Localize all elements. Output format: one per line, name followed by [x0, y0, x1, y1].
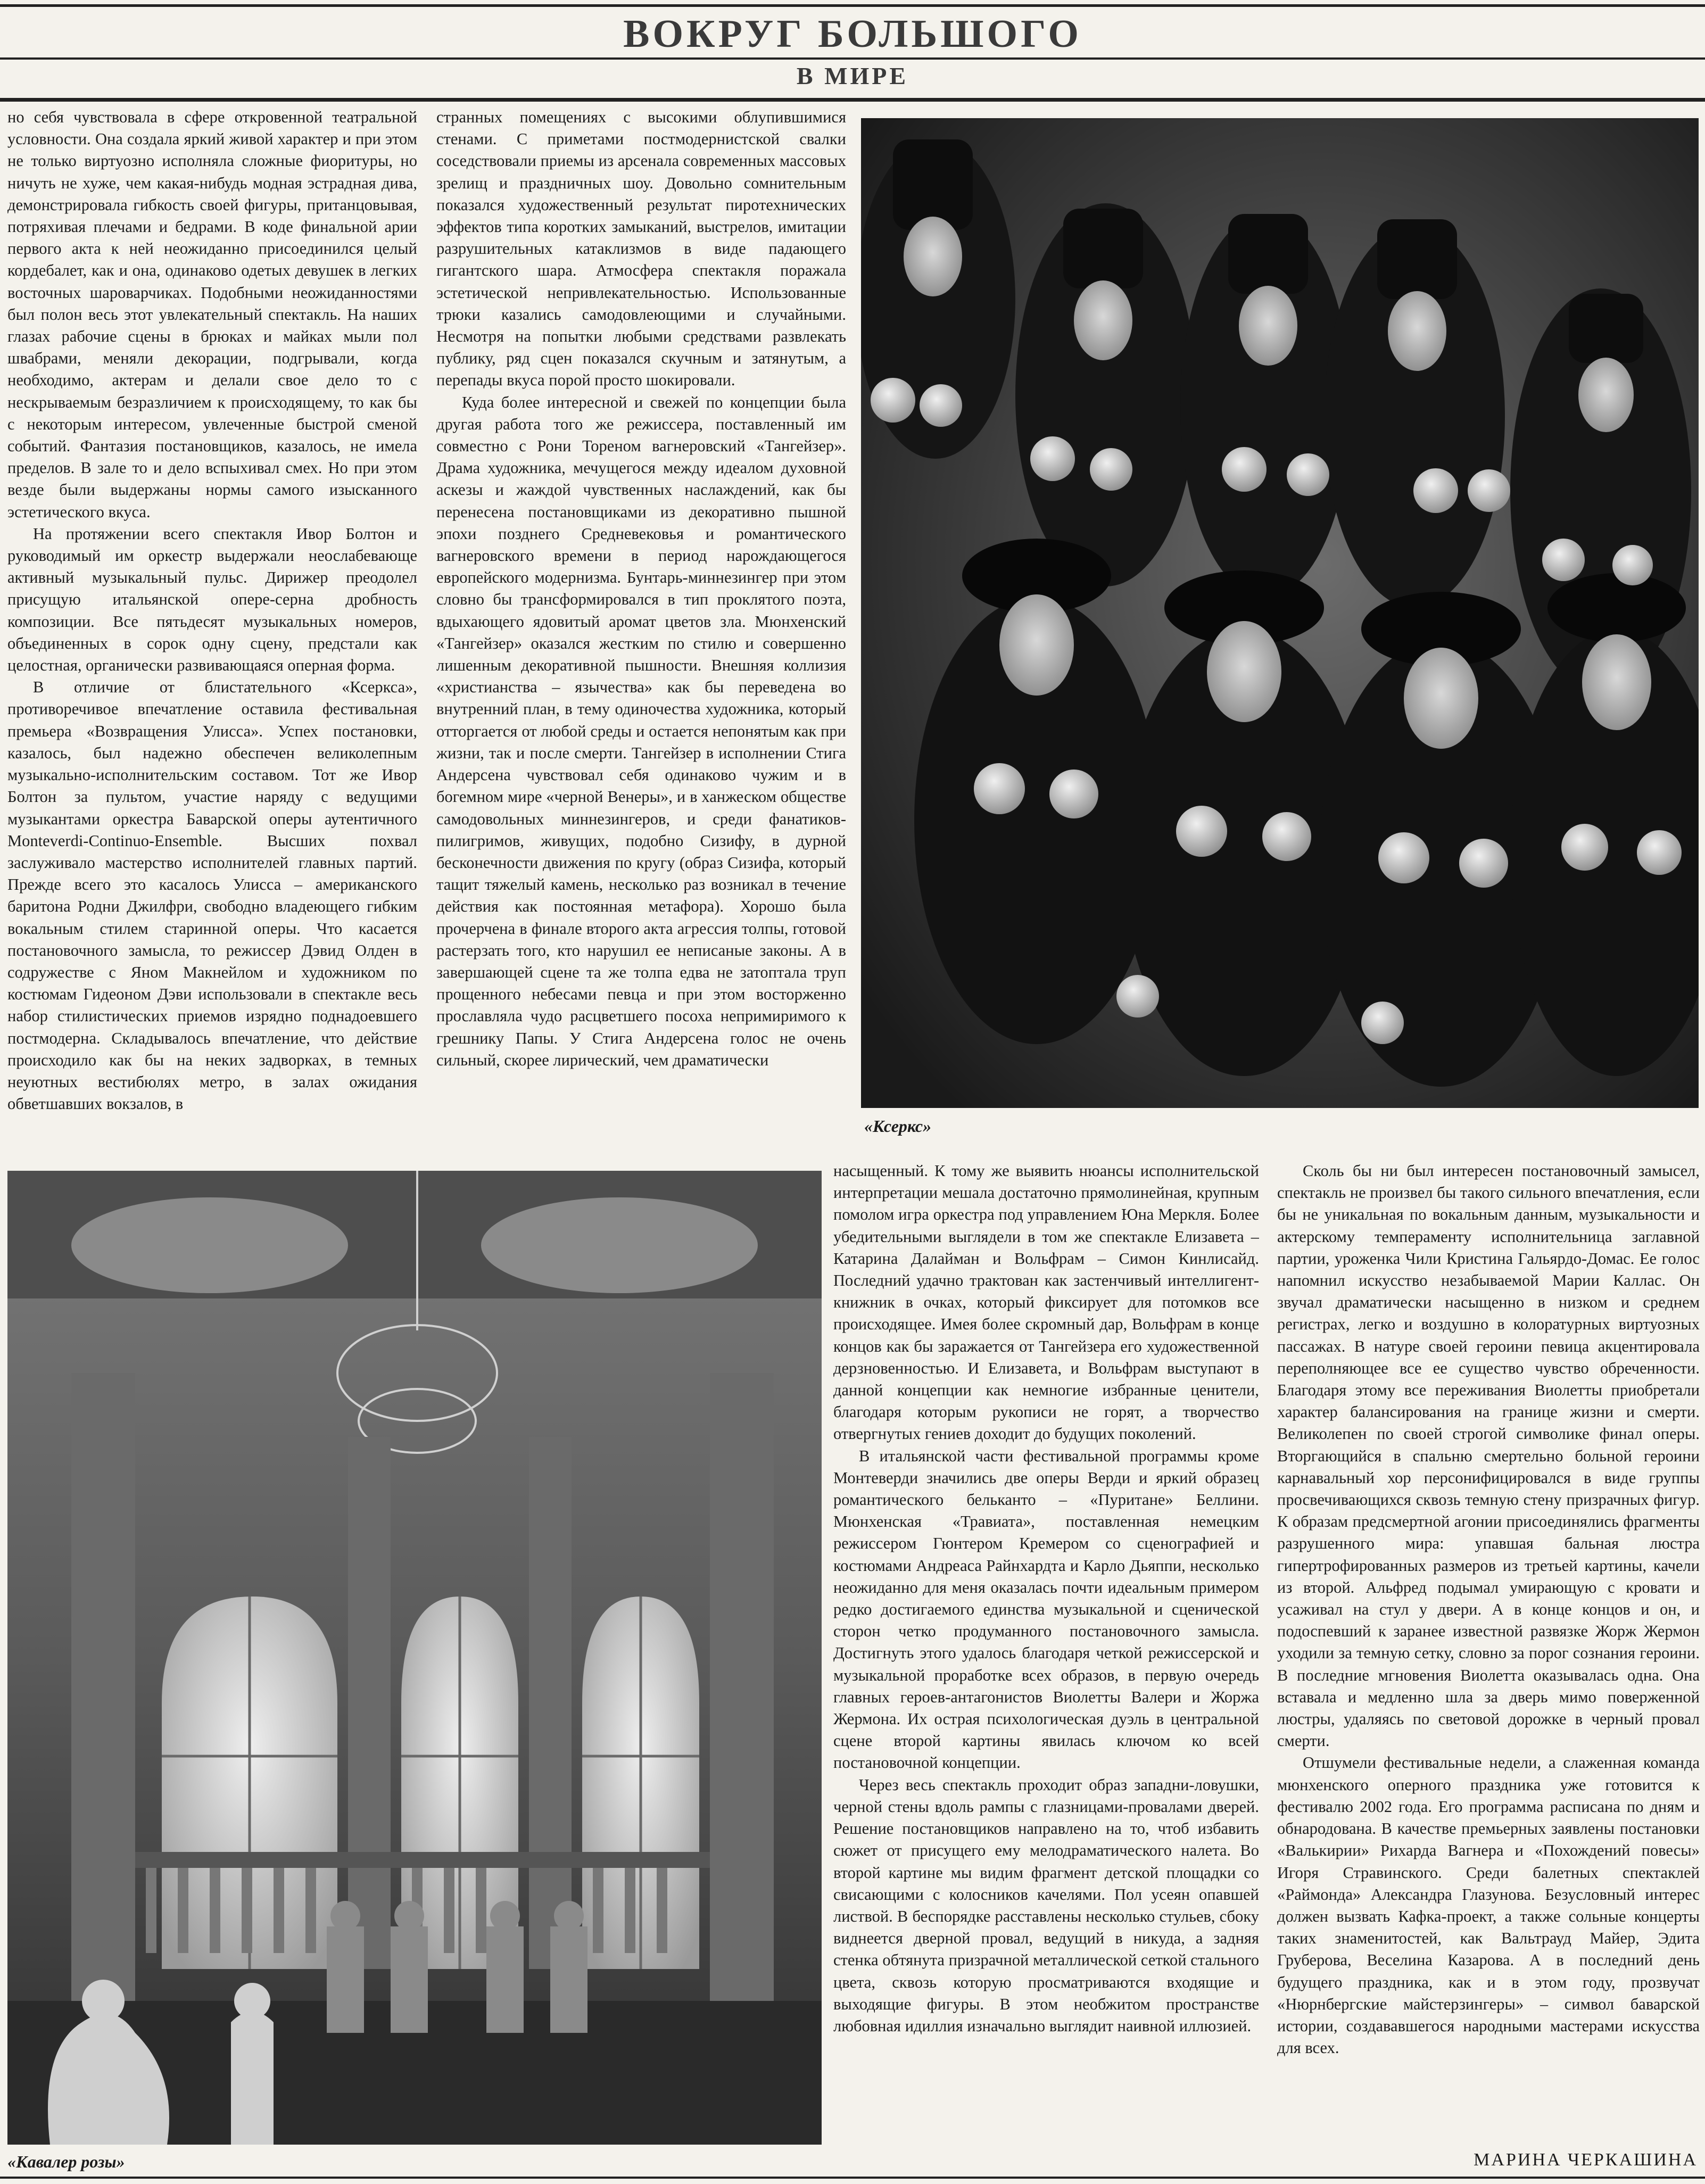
photo-rosenkavalier: [7, 1171, 822, 2145]
section-rule: [0, 98, 1705, 102]
paragraph: В итальянской части фестивальной программы кроме Монтеверди значились две оперы Верди и яркий образец романтического бельканто – «Пуритане» Беллини. Мюнхенская «Травиата», поставленная немецким режиссером Гюнтером Кремером со сценографией и костюмами Андреаса Райнхардта и Карло Дьяппи, несколько неожиданно для меня оказалась почти идеальным примером редко достигаемого единства музыкальной и сценической сторон четко продуманного постановочного замысла. Достигнуть этого удалось благодаря четкой режиссерской и музыкальной проработке всех образов, в первую очередь главных героев-антагонистов Виолетты Валери и Жоржа Жермона. Их острая психологическая дуэль в центральной сцене второй картины явилась ключом ко всей постановочной концепции.: [833, 1446, 1259, 1772]
header: [0, 0, 1705, 106]
article-column-2: [436, 106, 846, 1160]
caption-xerxes: «Ксеркс»: [864, 1116, 932, 1136]
photo-xerxes: [861, 118, 1699, 1108]
paragraph: Куда более интересной и свежей по концепции была другая работа того же режиссера, поставленный им совместно с Рони Тореном вагнеровский «Тангейзер». Драма художника, мечущегося между идеалом духовной аскезы и жаждой чувственных наслаждений, как бы перенесена постановщиками из декоративно пышной эпохи позднего Средневековья и романтического вагнеровского времени в период нарождающегося европейского модернизма. Бунтарь-миннезингер при этом словно бы трансформировался в тип проклятого поэта, вдыхающего ядовитый аромат цветов зла. Мюнхенский «Тангейзер» оказался жестким по стилю и совершенно лишенным декоративной пышности. Внешняя коллизия «христианства – язычества» как бы переведена во внутренний план, в тему одиночества художника, который отторгается от любой среды и остается непонятым как при жизни, так и после смерти. Тангейзер в исполнении Стига Андерсена чувствовал себя одинаково чужим и в богемном мире «черной Венеры», и в ханжеском обществе самодовольных миннезингеров, и среди фанатиков-пилигримов, живущих, подобно Сизифу, в дурной бесконечности движения по кругу (образ Сизифа, который тащит тяжелый камень, несколько раз возникал в течение действия как постоянная метафора). Хорошо была прочерчена в финале второго акта агрессия толпы, готовой растерзать того, кто нарушил ее неписаные законы. А в завершающей сцене та же толпа едва не затоптала труп прощенного небесами певца и при этом восторженно прославляла чудо расцветшего посоха непримиримого к грешнику Папы. У Стига Андерсена голос не очень сильный, скорее лирический, чем драматически: [436, 393, 846, 1069]
paragraph: странных помещениях с высокими облупившимися стенами. С приметами постмодернистской свалки соседствовали приемы из арсенала современных массовых зрелищ и праздничных шоу. Довольно сомнительным показался художественный результат пиротехнических эффектов типа коротких замыканий, выстрелов, имитации разрушительных катаклизмов в виде падающего гигантского шара. Атмосфера спектакля поражала эстетической непривлекательностью. Использованные трюки казались самодовлеющими и случайными. Несмотря на попытки любыми средствами развлекать публику, ряд сцен показался скучным и затянутым, а перепады вкуса порой просто шокировали.: [436, 108, 846, 390]
article-column-3: [833, 1160, 1259, 2155]
paragraph: Через весь спектакль проходит образ западни-ловушки, черной стены вдоль рампы с глазницами-провалами дверей. Решение постановщиков направлено на то, чтоб избавить сюжет от присущего ему мелодраматического налета. Во второй картине мы видим фрагмент детской площадки со свисающими с колосников качелями. Пол усеян опавшей листвой. В беспорядке расставлены несколько стульев, сбоку виднеется дверной провал, ведущий в никуда, а задняя стенка обтянута призрачной металлической сеткой стального цвета, сквозь которую просматриваются входящие и выходящие фигуры. В этом необжитом пространстве любовная идиллия изначально выглядит наивной иллюзией.: [833, 1775, 1259, 2035]
paragraph: В отличие от блистательного «Ксеркса», противоречивое впечатление оставила фестивальная премьера «Возвращения Улисса». Успех постановки, казалось, был надежно обеспечен великолепным музыкально-исполнительским составом. Тот же Ивор Болтон за пультом, участие наряду с ведущими музыкантами оркестра Баварской оперы аутентичного Monteverdi-Continuo-Ensemble. Высших похвал заслуживало мастерство исполнителей главных партий. Прежде всего это касалось Улисса – американского баритона Родни Джилфри, свободно владеющего гибким вокальным стилем старинной оперы. Что касается постановочного замысла, то режиссер Дэвид Олден в содружестве с Яном Макнейлом и художником по костюмам Гидеоном Дэви использовали в спектакле весь набор стилистических приемов изрядно поднадоевшего постмодерна. Складывалось впечатление, что действие происходило как бы на неких задворках, в темных неуютных вестибюлях метро, в залах ожидания обветшавших вокзалов, в: [7, 678, 417, 1113]
caption-rosenkavalier: «Кавалер розы»: [7, 2152, 125, 2171]
rosenkavalier-stage-image: [7, 1171, 822, 2145]
author-byline: МАРИНА ЧЕРКАШИНА: [1474, 2150, 1698, 2170]
page-title: ВОКРУГ БОЛЬШОГО: [623, 12, 1082, 56]
paragraph: но себя чувствовала в сфере откровенной театральной условности. Она создала яркий живой характер и при этом не только виртуозно исполняла сложные фиоритуры, но ничуть не хуже, чем какая-нибудь модная эстрадная дива, демонстрировала гибкость своей фигуры, пританцовывая, потряхивая плечами и бедрами. В коде финальной арии первого акта к ней неожиданно присоединился целый кордебалет, как и она, одинаково одетых девушек в легких восточных шароварчиках. Подобными неожиданностями был полон весь этот увлекательный спектакль. На наших глазах рабочие сцены в брюках и майках мыли пол швабрами, меняли декорации, подгрывали, когда необходимо, актерам и делали свое дело то с нескрываемым безразличием к происходящему, то как бы с некоторым интересом, увлеченные быстрой сменой событий. Фантазия постановщиков, казалось, не имела пределов. В зале то и дело вспыхивал смех. Но при этом везде были выдержаны нормы самого изысканного эстетического вкуса.: [7, 108, 417, 521]
top-rule: [0, 4, 1705, 7]
title-rule: [0, 57, 1705, 60]
xerxes-stage-image: [861, 118, 1699, 1108]
paragraph: Отшумели фестивальные недели, а слаженная команда мюнхенского оперного праздника уже готовится к фестивалю 2002 года. Его программа расписана по дням и обнародована. В качестве премьерных заявлены постановки «Валькирии» Рихарда Вагнера и «Похождений повесы» Игоря Стравинского. Среди балетных спектаклей «Раймонда» Александра Глазунова. Безусловный интерес должен вызвать Кафка-проект, а также сольные концерты таких знаменитостей, как Вальтрауд Майер, Эдита Груберова, Веселина Казарова. А в последний день будущего праздника, как и в этом году, прозвучат «Нюрнбергские майстерзингеры» – символ баварской истории, создававшегося народными мастерами искусства для всех.: [1277, 1753, 1700, 2057]
paragraph: На протяжении всего спектакля Ивор Болтон и руководимый им оркестр выдержали неослабевающе активный музыкальный пульс. Дирижер преодолел присущую итальянской опере-серна дробность композиции. Все пятьдесят музыкальных номеров, объединенных в сорок одну сцену, предстали как целостная, органически развивающаяся оперная форма.: [7, 524, 417, 675]
section-title: В МИРЕ: [796, 62, 909, 89]
paragraph: насыщенный. К тому же выявить нюансы исполнительской интерпретации мешала достаточно прямолинейная, крупным помолом игра оркестра под управлением Юна Меркля. Более убедительными выглядели в том же спектакле Елизавета – Катарина Далайман и Вольфрам – Симон Кинлисайд. Последний удачно трактован как застенчивый интеллигент-книжник в очках, который фиксирует для потомков все происходящее. Имея более скромный дар, Вольфрам в конце концов как бы заражается от Тангейзера его художественной дерзновенностью. И Елизавета, и Вольфрам выступают в данной концепции как немногие избранные ценители, благодаря которым рукописи не горят, а творчество отвергнутых гениев доходит до будущих поколений.: [833, 1162, 1259, 1443]
paragraph: Сколь бы ни был интересен постановочный замысел, спектакль не произвел бы такого сильного впечатления, если бы не уникальная по вокальным данным, музыкальности и актерскому темпераменту исполнительница заглавной партии, уроженка Чили Кристина Гальярдо-Домас. Ее голос напомнил искусство незабываемой Марии Каллас. Он звучал драматически насыщенно в низком и среднем регистрах, легко и воздушно в колоратурных виртуозных пассажах. В натуре своей героини певица акцентировала переполняющее все ее существо чувство обреченности. Благодаря этому все переживания Виолетты приобретали характер балансирования на границе жизни и смерти. Великолепен по своей строгой символике финал оперы. Вторгающийся в спальню смертельно больной героини карнавальный хор персонифицировался в виде группы просвечивающихся сквозь темную стену призрачных фигур. К образам предсмертной агонии присоединялись фрагменты разрушенного мира: упавшая бальная люстра гипертрофированных размеров из третьей картины, качели из второй. Альфред подымал умирающую с кровати и усаживал на стул у двери. А в конце концов и он, и подоспевший к заранее известной развязке Жорж Жермон уходили за темную сетку, словно за порог сознания героини. В последние мгновения Виолетта оказывалась одна. Она вставала и медленно шла за дверь мимо поверженной люстры, удаляясь по световой дорожке в черный провал смерти.: [1277, 1162, 1700, 1750]
bottom-rule: [0, 2177, 1705, 2179]
article-column-1: [7, 106, 417, 1160]
article-column-4: [1277, 1160, 1700, 2134]
